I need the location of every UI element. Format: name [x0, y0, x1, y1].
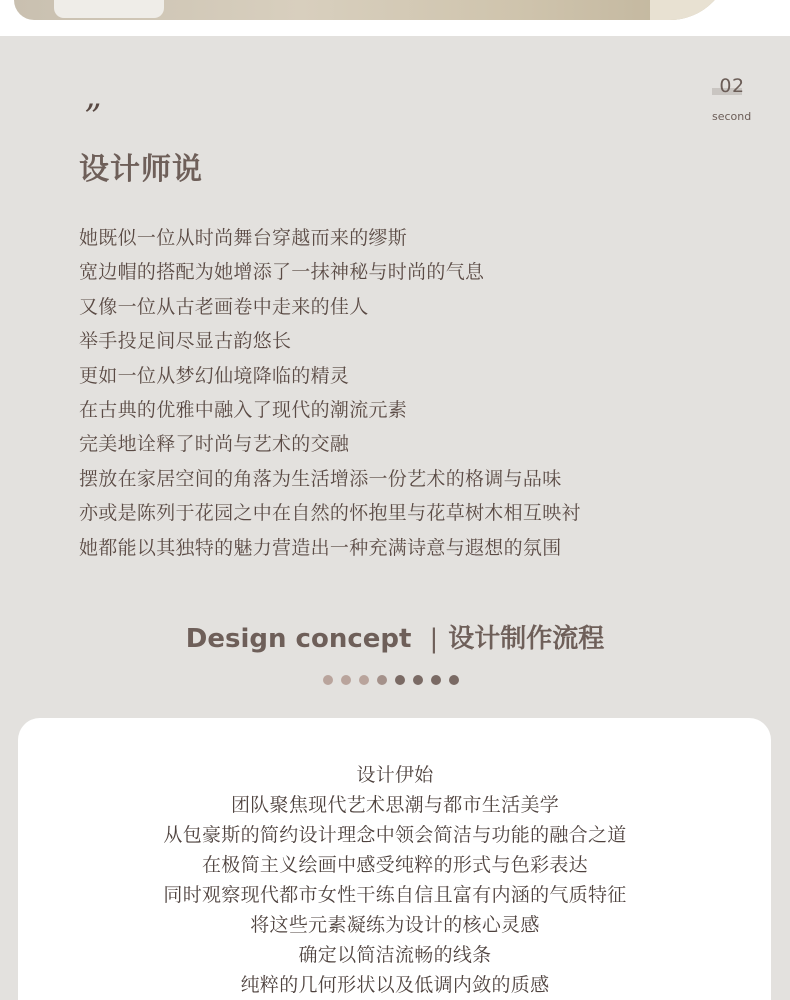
concept-separator: | — [429, 624, 439, 654]
poem-line: 更如一位从梦幻仙境降临的精灵 — [79, 364, 350, 387]
card-line: 确定以简洁流畅的线条 — [298, 944, 492, 966]
photo-shadow — [650, 0, 730, 20]
card-line: 设计伊始 — [356, 764, 434, 786]
dot — [341, 675, 351, 685]
concept-english: Design concept — [185, 624, 412, 654]
poem-line: 又像一位从古老画卷中走来的佳人 — [79, 295, 369, 318]
poem-line: 亦或是陈列于花园之中在自然的怀抱里与花草树木相互映衬 — [79, 502, 581, 525]
card-line: 团队聚焦现代艺术思潮与都市生活美学 — [230, 794, 560, 816]
section-title: 设计师说 — [79, 152, 203, 187]
dot — [377, 675, 387, 685]
card-line: 同时观察现代都市女性干练自信且富有内涵的气质特征 — [163, 884, 627, 906]
poem-line: 她既似一位从时尚舞台穿越而来的缪斯 — [79, 227, 408, 249]
page-number: 02 — [719, 75, 745, 97]
poem-line: 摆放在家居空间的角落为生活增添一份艺术的格调与品味 — [79, 467, 562, 490]
designer-poem — [79, 221, 581, 565]
product-photo-crop — [14, 0, 730, 20]
process-card-text — [0, 760, 790, 1000]
card-line: 从包豪斯的简约设计理念中领会简洁与功能的融合之道 — [163, 824, 627, 846]
photo-object-edge — [54, 0, 164, 18]
quote-mark: ” — [84, 97, 102, 137]
poem-line: 她都能以其独特的魅力营造出一种充满诗意与遐想的氛围 — [79, 536, 562, 559]
card-line: 纯粹的几何形状以及低调内敛的质感 — [240, 974, 550, 996]
concept-chinese: 设计制作流程 — [448, 624, 605, 654]
design-concept-heading — [0, 618, 790, 655]
dot — [395, 675, 405, 685]
dot — [449, 675, 459, 685]
page-number-word: second — [712, 110, 752, 123]
dot — [323, 675, 333, 685]
top-product-photo-strip — [0, 0, 790, 36]
dot — [431, 675, 441, 685]
dot — [359, 675, 369, 685]
decorative-dots — [323, 675, 459, 685]
poem-line: 完美地诠释了时尚与艺术的交融 — [79, 433, 350, 456]
card-line: 在极简主义绘画中感受纯粹的形式与色彩表达 — [201, 854, 588, 876]
poem-line: 举手投足间尽显古韵悠长 — [79, 330, 292, 353]
poem-line: 宽边帽的搭配为她增添了一抹神秘与时尚的气息 — [79, 261, 485, 284]
poem-line: 在古典的优雅中融入了现代的潮流元素 — [79, 399, 408, 422]
dot — [413, 675, 423, 685]
card-line: 将这些元素凝练为设计的核心灵感 — [250, 914, 540, 936]
